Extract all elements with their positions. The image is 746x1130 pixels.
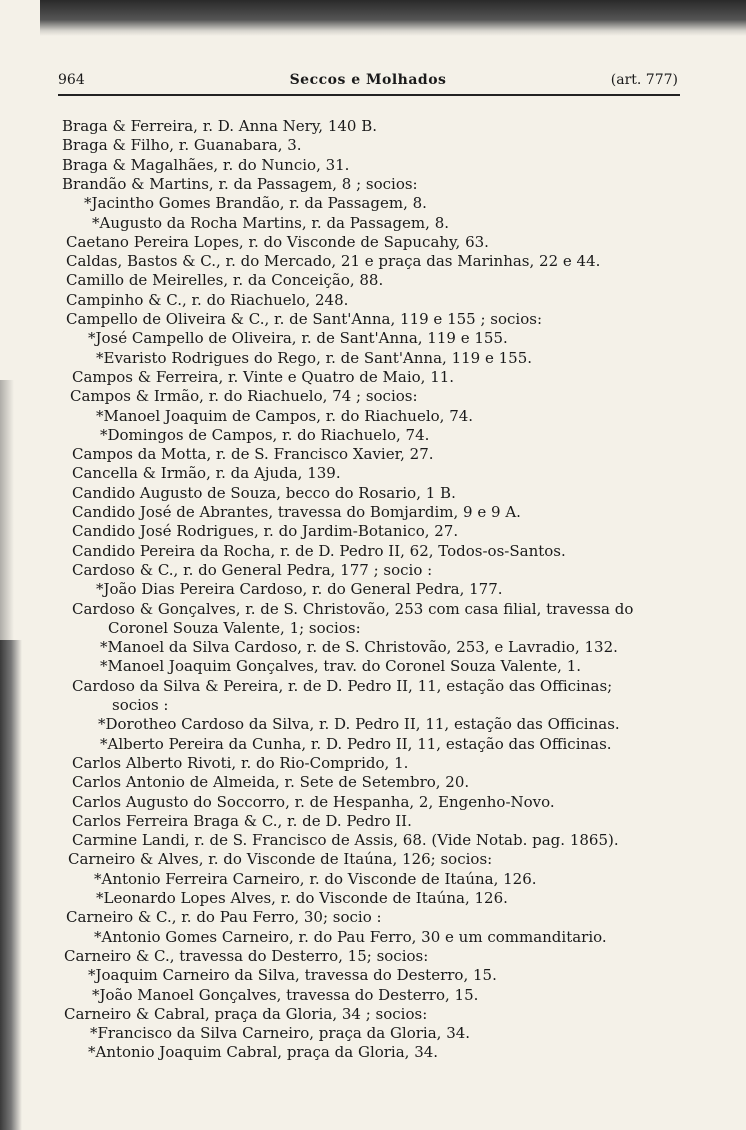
partner-line: *João Dias Pereira Cardoso, r. do General Pedra, 177.: [96, 580, 503, 599]
partner-line: *Augusto da Rocha Martins, r. da Passagem, 8.: [92, 213, 450, 232]
directory-line: Carlos Alberto Rivoti, r. do Rio-Comprido, 1.: [72, 753, 409, 772]
partner-line: *Francisco da Silva Carneiro, praça da Gloria, 34.: [90, 1024, 471, 1043]
directory-line: Candido Pereira da Rocha, r. de D. Pedro II, 62, Todos-os-Santos.: [72, 541, 566, 560]
directory-line: Cancella & Irmão, r. da Ajuda, 139.: [72, 464, 341, 483]
directory-line: Carneiro & Cabral, praça da Gloria, 34 ; socios:: [64, 1004, 428, 1023]
directory-line: Braga & Ferreira, r. D. Anna Nery, 140 B.: [62, 117, 378, 135]
partner-line: *Manoel Joaquim Gonçalves, trav. do Coronel Souza Valente, 1.: [100, 657, 582, 676]
directory-line: Carmine Landi, r. de S. Francisco de Assis, 68. (Vide Notab. pag. 1865).: [72, 831, 619, 850]
directory-line: Carneiro & C., r. do Pau Ferro, 30; socio :: [66, 908, 382, 927]
page-title: Seccos e Molhados: [289, 72, 447, 88]
directory-line: Carlos Ferreira Braga & C., r. de D. Pedro II.: [72, 811, 412, 830]
partner-line: *Jacintho Gomes Brandão, r. da Passagem, 8.: [84, 194, 427, 213]
partner-line: *João Manoel Gonçalves, travessa do Desterro, 15.: [92, 985, 479, 1004]
directory-line: Campello de Oliveira & C., r. de Sant'Anna, 119 e 155 ; socios:: [66, 310, 542, 328]
directory-line: socios :: [112, 696, 169, 714]
directory-line: Caldas, Bastos & C., r. do Mercado, 21 e praça das Marinhas, 22 e 44.: [66, 252, 601, 271]
directory-line: Braga & Filho, r. Guanabara, 3.: [62, 136, 302, 155]
scan-top-edge: [40, 0, 746, 36]
scan-left-edge-faint: [0, 380, 14, 640]
partner-line: *Antonio Ferreira Carneiro, r. do Visconde de Itaúna, 126.: [94, 869, 537, 888]
directory-line: Campos da Motta, r. de S. Francisco Xavier, 27.: [72, 445, 434, 464]
partner-line: *Dorotheo Cardoso da Silva, r. D. Pedro II, 11, estação das Officinas.: [98, 715, 620, 734]
directory-line: Carneiro & Alves, r. do Visconde de Itaúna, 126; socios:: [68, 850, 493, 869]
page-header: [58, 72, 678, 94]
directory-line: Caetano Pereira Lopes, r. do Visconde de Sapucahy, 63.: [66, 232, 489, 251]
partner-line: *Evaristo Rodrigues do Rego, r. de Sant'Anna, 119 e 155.: [96, 348, 533, 367]
partner-line: *Antonio Gomes Carneiro, r. do Pau Ferro, 30 e um commanditario.: [94, 927, 607, 946]
directory-line: Coronel Souza Valente, 1; socios:: [108, 618, 361, 637]
directory-line: Candido José Rodrigues, r. do Jardim-Botanico, 27.: [72, 522, 459, 541]
partner-line: *José Campello de Oliveira, r. de Sant'Anna, 119 e 155.: [88, 329, 508, 348]
partner-line: *Antonio Joaquim Cabral, praça da Gloria, 34.: [88, 1043, 439, 1062]
directory-line: Candido Augusto de Souza, becco do Rosario, 1 B.: [72, 483, 456, 502]
directory-line: Carlos Antonio de Almeida, r. Sete de Setembro, 20.: [72, 773, 470, 792]
partner-line: *Leonardo Lopes Alves, r. do Visconde de Itaúna, 126.: [96, 889, 508, 907]
partner-line: *Manoel Joaquim de Campos, r. do Riachuelo, 74.: [96, 406, 474, 425]
partner-line: *Manoel da Silva Cardoso, r. de S. Christovão, 253, e Lavradio, 132.: [100, 638, 618, 657]
directory-line: Brandão & Martins, r. da Passagem, 8 ; socios:: [62, 174, 418, 193]
header-rule: [58, 94, 680, 96]
directory-line: Cardoso & Gonçalves, r. de S. Christovão, 253 com casa filial, travessa do: [72, 599, 634, 618]
partner-line: *Joaquim Carneiro da Silva, travessa do Desterro, 15.: [88, 966, 497, 985]
directory-line: Braga & Magalhães, r. do Nuncio, 31.: [62, 155, 350, 174]
directory-line: Cardoso da Silva & Pereira, r. de D. Pedro II, 11, estação das Officinas;: [72, 676, 613, 695]
partner-line: *Domingos de Campos, r. do Riachuelo, 74.: [100, 425, 430, 444]
scan-left-edge: [0, 640, 22, 1130]
directory-line: Cardoso & C., r. do General Pedra, 177 ; socio :: [72, 560, 433, 579]
directory-line: Camillo de Meirelles, r. da Conceição, 88.: [66, 271, 384, 290]
directory-line: Campos & Irmão, r. do Riachuelo, 74 ; socios:: [70, 387, 418, 406]
partner-line: *Alberto Pereira da Cunha, r. D. Pedro II, 11, estação das Officinas.: [100, 734, 612, 753]
page-number: 964: [58, 72, 85, 88]
directory-line: Carlos Augusto do Soccorro, r. de Hespanha, 2, Engenho-Novo.: [72, 792, 555, 811]
article-reference: (art. 777): [610, 72, 678, 88]
directory-line: Campos & Ferreira, r. Vinte e Quatro de Maio, 11.: [72, 367, 455, 386]
directory-line: Candido José de Abrantes, travessa do Bomjardim, 9 e 9 A.: [72, 503, 521, 521]
directory-line: Campinho & C., r. do Riachuelo, 248.: [66, 290, 349, 309]
directory-line: Carneiro & C., travessa do Desterro, 15; socios:: [64, 946, 429, 965]
